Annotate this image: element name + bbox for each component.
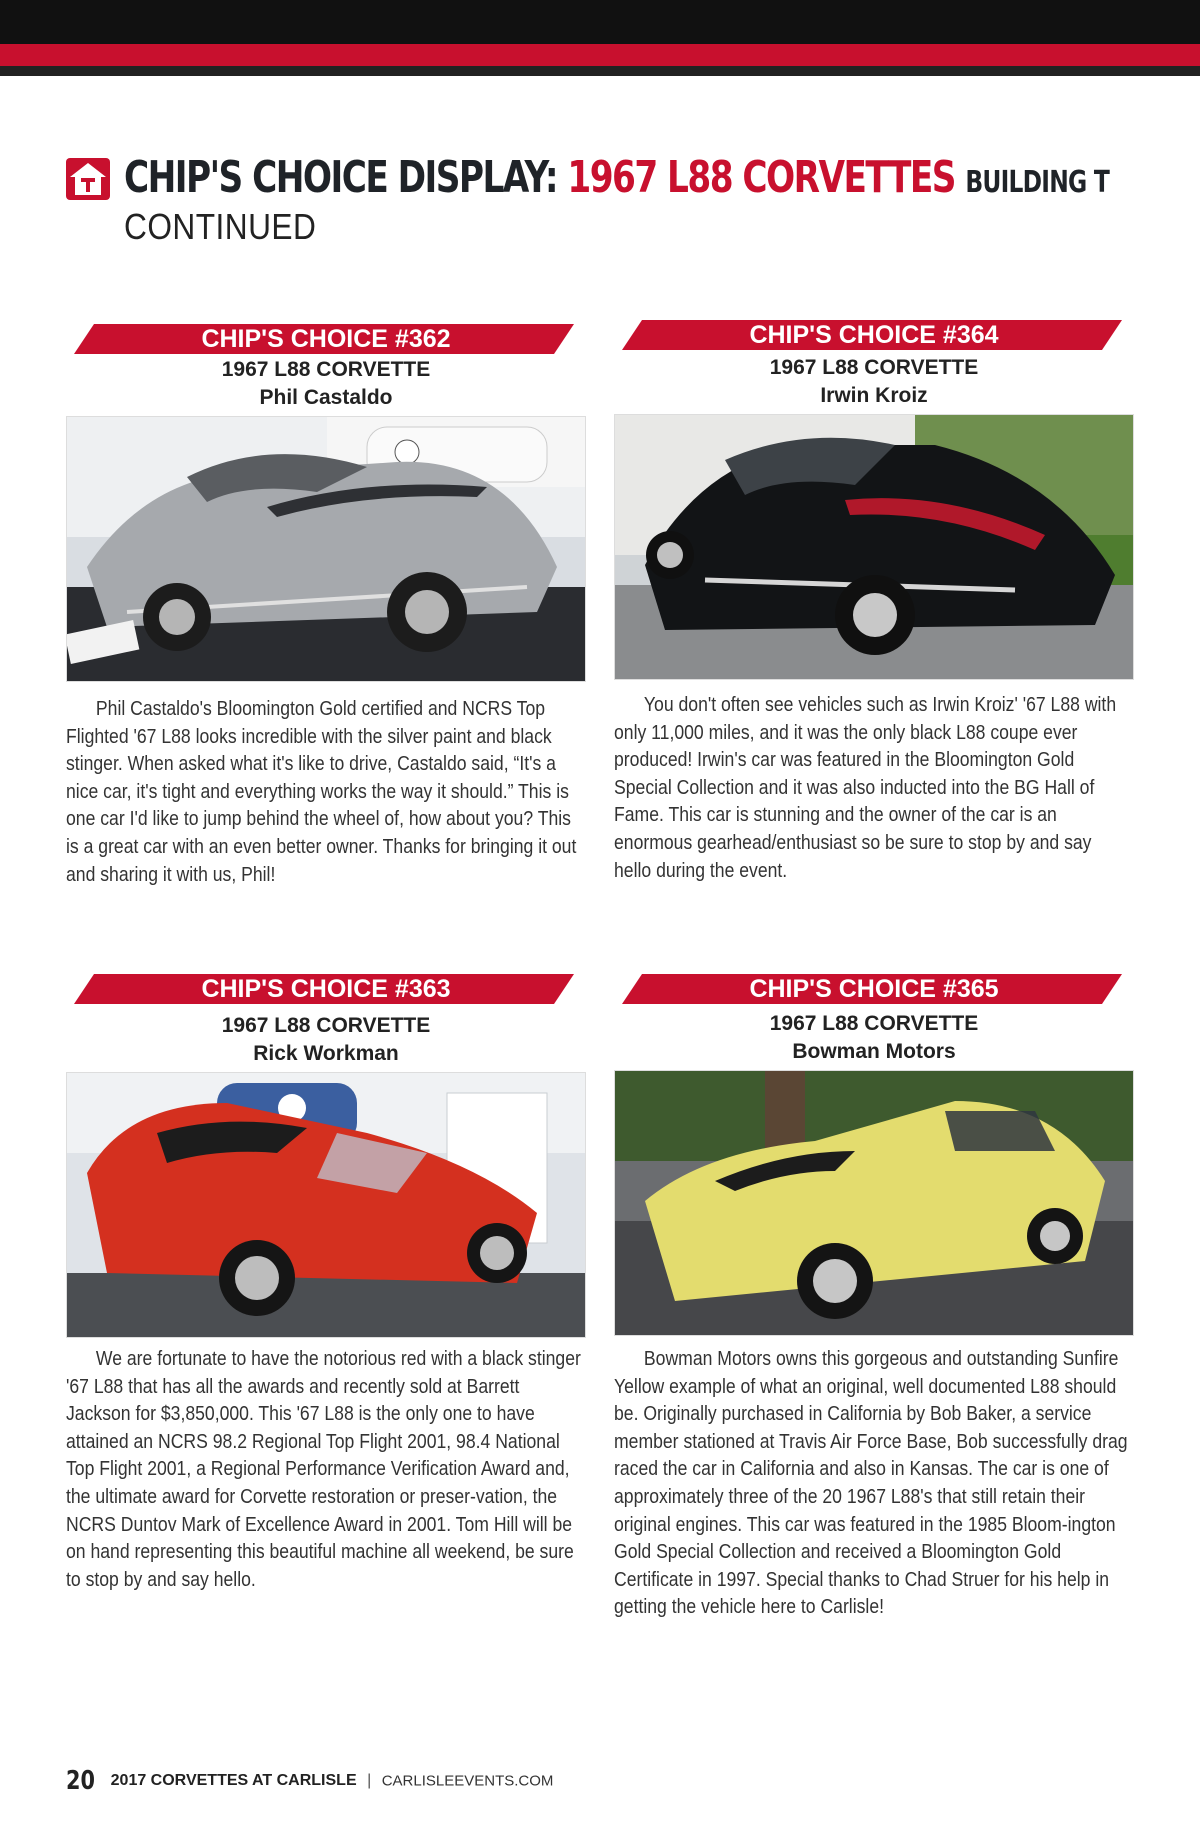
car-owner: Irwin Kroiz: [820, 384, 928, 407]
car-model: 1967 L88 CORVETTE: [221, 358, 431, 381]
building-t-icon: [66, 158, 110, 200]
car-model: 1967 L88 CORVETTE: [769, 356, 979, 379]
card-363: [66, 974, 586, 1604]
card-description: Phil Castaldo's Bloomington Gold certified and NCRS Top Flighted '67 L88 looks incredible with the silver paint and black stinger. When asked what it's like to drive, Castaldo said, “It's a nice car, it's tight and everything works the way it should.” This is one car I'd like to jump behind the wheel of, how about you? This is a great car with an even better owner. Thanks for bringing it out and sharing it with us, Phil!: [66, 698, 577, 886]
yellow-corvette-photo: [614, 1070, 1134, 1336]
footer-separator: |: [367, 1772, 372, 1789]
car-owner: Rick Workman: [253, 1042, 399, 1065]
car-model: 1967 L88 CORVETTE: [769, 1012, 979, 1035]
title-red-part: 1967 L88 CORVETTES: [567, 152, 955, 203]
website-link[interactable]: CARLISLEEVENTS.COM: [381, 1772, 554, 1790]
red-corvette-photo: [66, 1072, 586, 1338]
car-owner: Phil Castaldo: [259, 386, 393, 409]
card-365: [614, 974, 1134, 1634]
top-black-bar: [0, 0, 1200, 44]
page-footer: [66, 1766, 553, 1796]
top-red-stripe: [0, 44, 1200, 66]
card-364: [614, 320, 1134, 900]
building-label: BUILDING T: [965, 165, 1110, 200]
page-subtitle: CONTINUED: [124, 206, 317, 247]
top-dark-stripe: [0, 66, 1200, 76]
card-banner-label: CHIP'S CHOICE #363: [201, 975, 451, 1003]
card-description: Bowman Motors owns this gorgeous and outstanding Sunfire Yellow example of what an original, well documented L88 should be. Originally purchased in California by Bob Baker, a service member stationed at Travis Air Force Base, Bob successfully drag raced the car in California and also in Kansas. The car is one of approximately three of the 20 1967 L88's that still retain their original engines. This car was featured in the 1985 Bloom-ington Gold Special Collection and received a Bloomington Gold Certificate in 1997. Special thanks to Chad Struer for his help in getting the vehicle here to Carlisle!: [614, 1348, 1128, 1619]
card-description: You don't often see vehicles such as Irwin Kroiz' '67 L88 with only 11,000 miles, and it was the only black L88 coupe ever produced! Irwin's car was featured in the Bloomington Gold Special Collection and it was also inducted into the BG Hall of Fame. This car is stunning and the owner of the car is an enormous gearhead/enthusiast so be sure to stop by and say hello during the event.: [614, 694, 1117, 882]
publication-name: 2017 CORVETTES AT CARLISLE: [110, 1772, 357, 1789]
card-banner-label: CHIP'S CHOICE #365: [749, 975, 999, 1003]
black-corvette-photo: [614, 414, 1134, 680]
page-number: 20: [66, 1766, 95, 1796]
card-banner-label: CHIP'S CHOICE #364: [749, 321, 999, 349]
page-title: [124, 150, 1109, 211]
car-owner: Bowman Motors: [792, 1040, 956, 1063]
card-362: [66, 324, 586, 904]
car-model: 1967 L88 CORVETTE: [221, 1014, 431, 1037]
silver-corvette-photo: [66, 416, 586, 682]
card-banner-label: CHIP'S CHOICE #362: [201, 325, 451, 353]
card-description: We are fortunate to have the notorious red with a black stinger '67 L88 that has all the awards and recently sold at Barrett Jackson for $3,850,000. This '67 L88 is the only one to have attained an NCRS 98.2 Regional Top Flight 2001, 98.4 National Top Flight 2001, a Regional Performance Verification Award and, the ultimate award for Corvette restoration or preser-vation, the NCRS Duntov Mark of Excellence Award in 2001. Tom Hill will be on hand representing this beautiful machine all weekend, be sure to stop by and say hello.: [66, 1348, 581, 1591]
title-black-part: CHIP'S CHOICE DISPLAY:: [124, 152, 557, 203]
